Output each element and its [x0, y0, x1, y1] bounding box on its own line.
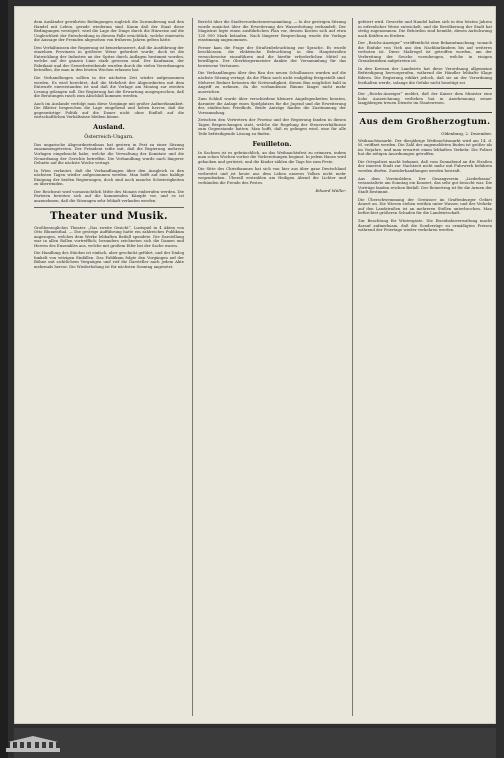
paragraph: Ferner kam die Frage der Straßenbeleuchtung zur Sprache. Es wurde beschlossen, die elektrische Beleuchtung in den Hauptstraßen versuchsweise einzuführen und die hierfür erforderlichen Mittel zu bewilligen. Der Oberbürgermeister dankte der Versammlung für das bewiesene Vertrauen. [198, 44, 346, 68]
paragraph: Aus dem Vereinsleben. Der Gesangverein „Liederkranz“ veranstaltete am Sonntag ein Konzert, das sehr gut besucht war. Die Vorträge fanden reichen Beifall. Der Reinertrag ist für die Armen der Stadt bestimmt. [358, 175, 492, 195]
feuilleton-heading: Feuilleton. [252, 139, 292, 148]
paragraph: Großherzogliches Theater. „Das zweite Gesicht“, Lustspiel in 4 Akten von Otto Blumenthal. — Die gestrige Aufführung hatte ein zahlreiches Publikum angezogen, welches dem Werke lebhaften Beifall spendete. Die Darstellung war in allen Rollen vortrefflich; besonders zeichneten sich die Damen und Herren des Ensembles aus, welche mit großem Eifer bei der Sache waren. [34, 224, 184, 248]
paragraph: Zwischen den Vertretern der Provinz und der Regierung fanden in diesen Tagen Besprechungen statt, welche die Regelung der Steuerverhältnisse zum Gegenstande hatten. Man hofft, daß es gelingen wird, eine für alle Teile befriedigende Lösung zu finden. [198, 117, 346, 137]
paragraph: Weihnachtsmarkt. Der diesjährige Weihnachtsmarkt wird am 14. d. M. eröffnet werden. Die Zahl der angemeldeten Buden ist größer als im Vorjahre, und man erwartet einen lebhaften Verkehr. Die Polizei hat die nötigen Anordnungen getroffen. [358, 137, 492, 157]
newspaper-page [14, 6, 496, 724]
column-2 [198, 20, 346, 720]
paragraph: Die Verhandlungen über den Bau des neuen Schulhauses wurden auf die nächste Sitzung vertagt, da die Pläne noch nicht endgültig festgestellt sind. Mehrere Redner betonten die Notwendigkeit, diesen Bau möglichst bald in Angriff zu nehmen, da die vorhandenen Räume längst nicht mehr ausreichen. [198, 70, 346, 94]
section-subheading: Österreich-Ungarn. [84, 133, 134, 140]
dateline: Oldenburg, 2. Dezember. [441, 130, 492, 136]
paragraph: In den Kreisen der Landwirte hat diese Verordnung allgemeine Befriedigung hervorgerufen, während die Händler lebhafte Klage führen. Die Regierung erklärt jedoch, daß sie an der Verordnung festhalten werde, solange die Gefahr nicht beseitigt sei. [358, 65, 492, 85]
paragraph: In Wien verlautet, daß die Verhandlungen über den Ausgleich in den nächsten Tagen wieder aufgenommen werden. Man hofft auf eine baldige Einigung der beiden Regierungen, doch sind noch manche Schwierigkeiten zu überwinden. [34, 167, 184, 187]
author-signature: Eduard Müller. [315, 188, 346, 194]
divider [34, 207, 184, 208]
paragraph: Die Überschwemmung der Gewässer im Graftenburger Gebiet dauert an. Die Wiesen stehen weithin unter Wasser, und der Verkehr auf den Landstraßen ist an mehreren Stellen unterbrochen. Man befürchtet größeren Schaden für die Landwirtschaft. [358, 196, 492, 216]
paragraph: Die Verhandlungen sollten in der nächsten Zeit wieder aufgenommen werden. Es wird berichtet, daß die Mehrheit der Abgeordneten mit dem Entwurfe einverstanden ist und daß die Vorlage am Montag zur zweiten Lesung gelangen soll. Die Regierung hat die Erwartung ausgesprochen, daß die Beratungen rasch zum Abschluß kommen werden. [34, 75, 184, 99]
paragraph: Die Handlung des Stückes ist einfach, aber geschickt geführt, und der Dialog funkelt von witzigen Einfällen. Das Publikum folgte den Vorgängen auf der Bühne mit sichtlichem Vergnügen und rief die Darsteller nach jedem Akte mehrmals hervor. Die Wiederholung ist für nächsten Sonntag angesetzt. [34, 250, 184, 269]
column-3 [358, 20, 492, 720]
scan-bottom-strip [14, 728, 496, 758]
paragraph: dem Ausländer gewährten Bedingungen zugleich die Zuwanderung und den Handel mit Leben, gerade wiederum sind. Kaum daß der Staat diese Bedingungen verzögert, wird die Lage der Dinge durch die Hinweise auf die Ungleichheit der Entscheidung in diesem Falle ersichtlich, welche einerseits die Aussage der Fremden abgesehen von früheren Jahren gelten hätte. [34, 20, 184, 43]
paragraph: gefeiert wird. Gewerbe und Handel haben sich in den letzten Jahren in erfreulicher Weise entwickelt, und die Bevölkerung der Stadt hat stetig zugenommen. Die Behörden sind bemüht, diesen Aufschwung nach Kräften zu fördern. [358, 20, 492, 38]
paragraph: Die Sitte des Christbaumes hat sich von hier aus über ganz Deutschland verbreitet und ist heute aus dem Leben unseres Volkes nicht mehr wegzudenken. Überall erstrahlen am Heiligen Abend die Lichter und verkünden die Freude des Festes. [198, 166, 346, 185]
paragraph: Der Reichsrat wird voraussichtlich Mitte des Monats einberufen werden. Die Parteien bereiten sich auf die kommenden Kämpfe vor, und es ist anzunehmen, daß die Sitzungen sehr lebhaft verlaufen werden. [34, 188, 184, 203]
paragraph: Bericht über die Stadtverordnetenversammlung. — In der gestrigen Sitzung wurde zunächst über die Erweiterung der Wasserleitung verhandelt. Der Magistrat legte einen ausführlichen Plan vor, dessen Kosten sich auf etwa 120 000 Mark belaufen. Nach längerer Besprechung wurde die Vorlage einstimmig angenommen. [198, 20, 346, 43]
column-rule [352, 18, 353, 716]
paragraph: Den Verhältnissen der Regierung ist bemerkenswert, daß die Ausführung der einzelnen Provinzen in größerer Weise gefordert wurde; doch ist die Entwicklung der Industrie an der Spitze durch Auflagen bestimmt worden, welche auf der ganzen Linie stark gewesen sind. Der Kaufmann, der Fabrikant und der Gewerbetreibende wurden durch die vielen Verordnungen betroffen, die man in den letzten Wochen erlassen hat. [34, 44, 184, 73]
notice-box [358, 88, 492, 113]
paragraph: Der „Reichs-Anzeiger“ veröffentlicht eine Bekanntmachung, wonach die Einfuhr von Vieh aus den Nachbarländern bis auf weiteres verboten ist. Diese Maßregel ist getroffen worden, um der Verbreitung der Seuche vorzubeugen, welche in einigen Grenzbezirken aufgetreten ist. [358, 40, 492, 64]
paragraph: Zum Schluß wurde über verschiedene kleinere Angelegenheiten beraten, darunter die Anlage eines Spielplatzes für die Jugend und die Erweiterung des städtischen Friedhofs. Beide Anträge fanden die Zustimmung der Versammlung. [198, 96, 346, 115]
paragraph: Auch im Auslande verfolgt man diese Vorgänge mit großer Aufmerksamkeit. Die Blätter besprechen die Lage eingehend und heben hervor, daß die gegenwärtige Politik auf die Dauer nicht ohne Einfluß auf die wirtschaftlichen Verhältnisse bleiben könne. [34, 100, 184, 120]
section-heading: Ausland. [93, 122, 125, 131]
paragraph: Das ungarische Abgeordnetenhaus hat gestern in Pest zu einer Sitzung zusammengetreten. Der Präsident teilte mit, daß die Regierung mehrere Vorlagen eingebracht habe, welche die Verwaltung der Komitate und die Neuordnung der Gerichte betreffen. Die Verhandlung wurde nach längerer Debatte auf die nächste Woche vertagt. [34, 141, 184, 166]
column-rule [192, 18, 193, 716]
paragraph: In Sachsen ist es gebräuchlich, an das Weihnachtsfest zu erinnern, indem man schon Wochen vorher die Vorbereitungen beginnt. In jedem Hause wird gebacken und gerüstet, und die Kinder zählen die Tage bis zum Feste. [198, 149, 346, 164]
binding-spine [0, 0, 8, 758]
paragraph: Der „Reichs-Anzeiger“ meldet, daß der Kaiser dem Minister eine hohe Auszeichnung verliehen hat in Anerkennung seiner langjährigen treuen Dienste im Staatswesen. [358, 91, 492, 106]
column-1 [34, 20, 184, 720]
region-heading: Aus dem Großherzogtum. [359, 116, 491, 127]
library-building-logo [4, 734, 62, 754]
theater-heading: Theater und Musik. [50, 210, 168, 222]
paragraph: Die Ortspolizei macht bekannt, daß vom Sonnabend an die Straßen der inneren Stadt zur Nachtzeit nicht mehr mit Fuhrwerk befahren werden dürfen. Zuwiderhandlungen werden bestraft. [358, 158, 492, 174]
paragraph: Zur Beachtung für Wintergäste. Die Eisenbahnverwaltung macht darauf aufmerksam, daß die Sonderzüge zu ermäßigten Preisen während der Feiertage wieder verkehren werden. [358, 217, 492, 233]
